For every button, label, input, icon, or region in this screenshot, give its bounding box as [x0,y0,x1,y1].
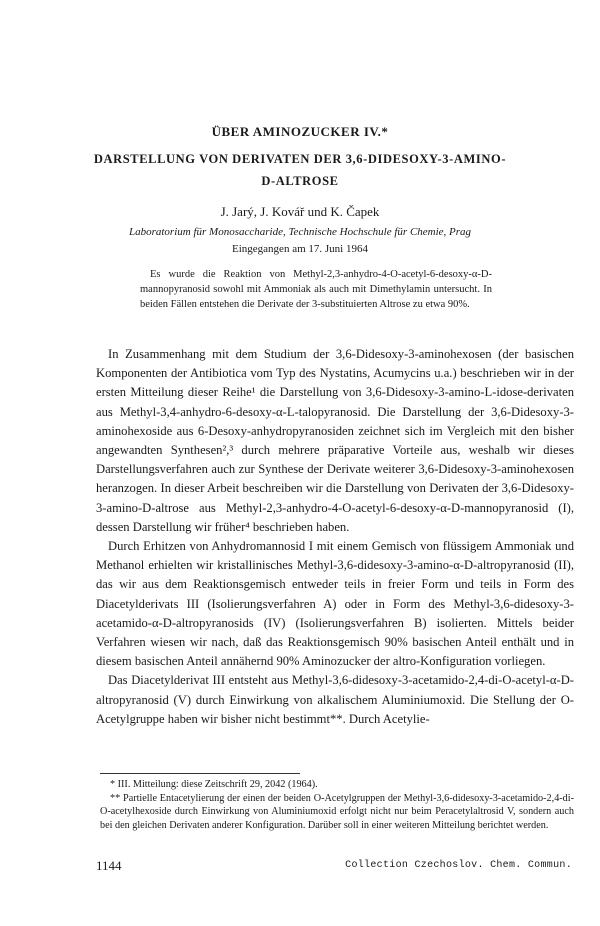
abstract-text: Es wurde die Reaktion von Methyl-2,3-anhydro-4-O-acetyl-6-desoxy-α-D-mannopyranosid sowohl mit Ammoniak als auch mit Dimethylamin untersucht. In beiden Fällen entstehen die Derivate der 3-substituierten Altrose zu etwa 90%. [140,269,492,310]
title-lines [60,148,540,192]
body-text [96,345,574,729]
page-number: 1144 [96,858,122,873]
footnote-1: * III. Mitteilung: diese Zeitschrift 29, 2042 (1964). [110,779,318,790]
paragraph-1: In Zusammenhang mit dem Studium der 3,6-Didesoxy-3-aminohexosen (der basischen Komponenten der Antibiotica vom Typ des Nystatins, Acumycins u.a.) beschrieben wir in der ersten Mitteilung dieser Reihe¹ die Darstellung von 3,6-Didesoxy-3-amino-L-idose-derivaten aus Methyl-3,4-anhydro-6-desoxy-α-L-talopyranosid. Die Darstellung der 3,6-Didesoxy-3-aminohexoside aus 6-Desoxy-anhydropyranosiden zeichnet sich im Vergleich mit den bisher angewandten Synthesen²,³ durch mehrere präparative Vorteile aus, weshalb wir dieses Darstellungsverfahren auch zur Synthese der Derivate weiterer 3,6-Didesoxy-3-aminohexosen heranzogen. In dieser Arbeit beschreiben wir die Darstellung von Derivaten der 3,6-Didesoxy-3-amino-D-altrose aus Methyl-2,3-anhydro-4-O-acetyl-6-desoxy-α-D-mannopyranosid (I), dessen Darstellung wir früher⁴ beschrieben haben. [96,347,574,534]
title-line-1: ÜBER AMINOZUCKER IV.* [211,124,389,139]
journal-name: Collection Czechoslov. Chem. Commun. [345,860,572,871]
title-line-3: D-ALTROSE [261,174,339,188]
paragraph-2: Durch Erhitzen von Anhydromannosid I mit einem Gemisch von flüssigem Ammoniak und Methanol erhielten wir kristallinisches Methyl-3,6-didesoxy-3-amino-α-D-altropyranosid (II), das wir aus dem Reaktionsgemisch entweder teils in freier Form und teils in Form des Diacetylderivats III (Isolierungsverfahren A) oder in Form des Methyl-3,6-didesoxy-3-acetamido-α-D-altropyranosids (IV) (Isolierungsverfahren B) isolierten. Mittels beider Verfahren wiesen wir nach, daß das Reaktionsgemisch 90% basischen Anteil enthält und in diesem basischen Anteil annähernd 90% Aminozucker der altro-Konfiguration vorliegen. [96,539,574,669]
affiliation: Laboratorium für Monosaccharide, Technische Hochschule für Chemie, Prag [128,226,472,238]
footnote-rule [100,773,300,774]
received-date: Eingegangen am 17. Juni 1964 [232,243,368,255]
paragraph-3: Das Diacetylderivat III entsteht aus Methyl-3,6-didesoxy-3-acetamido-2,4-di-O-acetyl-α-D-altropyranosid (V) durch Einwirkung von alkalischem Aluminiumoxid. Die Stellung der O-Acetylgruppe haben wir bisher nicht bestimmt**. Durch Acetylie- [96,673,574,726]
abstract [140,268,492,312]
footnotes [100,778,574,832]
footnote-2: ** Partielle Entacetylierung der einen der beiden O-Acetylgruppen der Methyl-3,6-didesoxy-3-acetamido-2,4-di-O-acetylhexoside durch Einwirkung von Aluminiumoxid erfolgt nicht nur beim Peracetylaltrosid V, sondern auch bei den gleichen Derivaten anderer Konfiguration. Darüber soll in einer weiteren Mitteilung berichtet werden. [100,792,574,831]
authors: J. Jarý, J. Kovář und K. Čapek [220,204,380,219]
title-line-2: DARSTELLUNG VON DERIVATEN DER 3,6-DIDESOXY-3-AMINO- [93,152,507,166]
